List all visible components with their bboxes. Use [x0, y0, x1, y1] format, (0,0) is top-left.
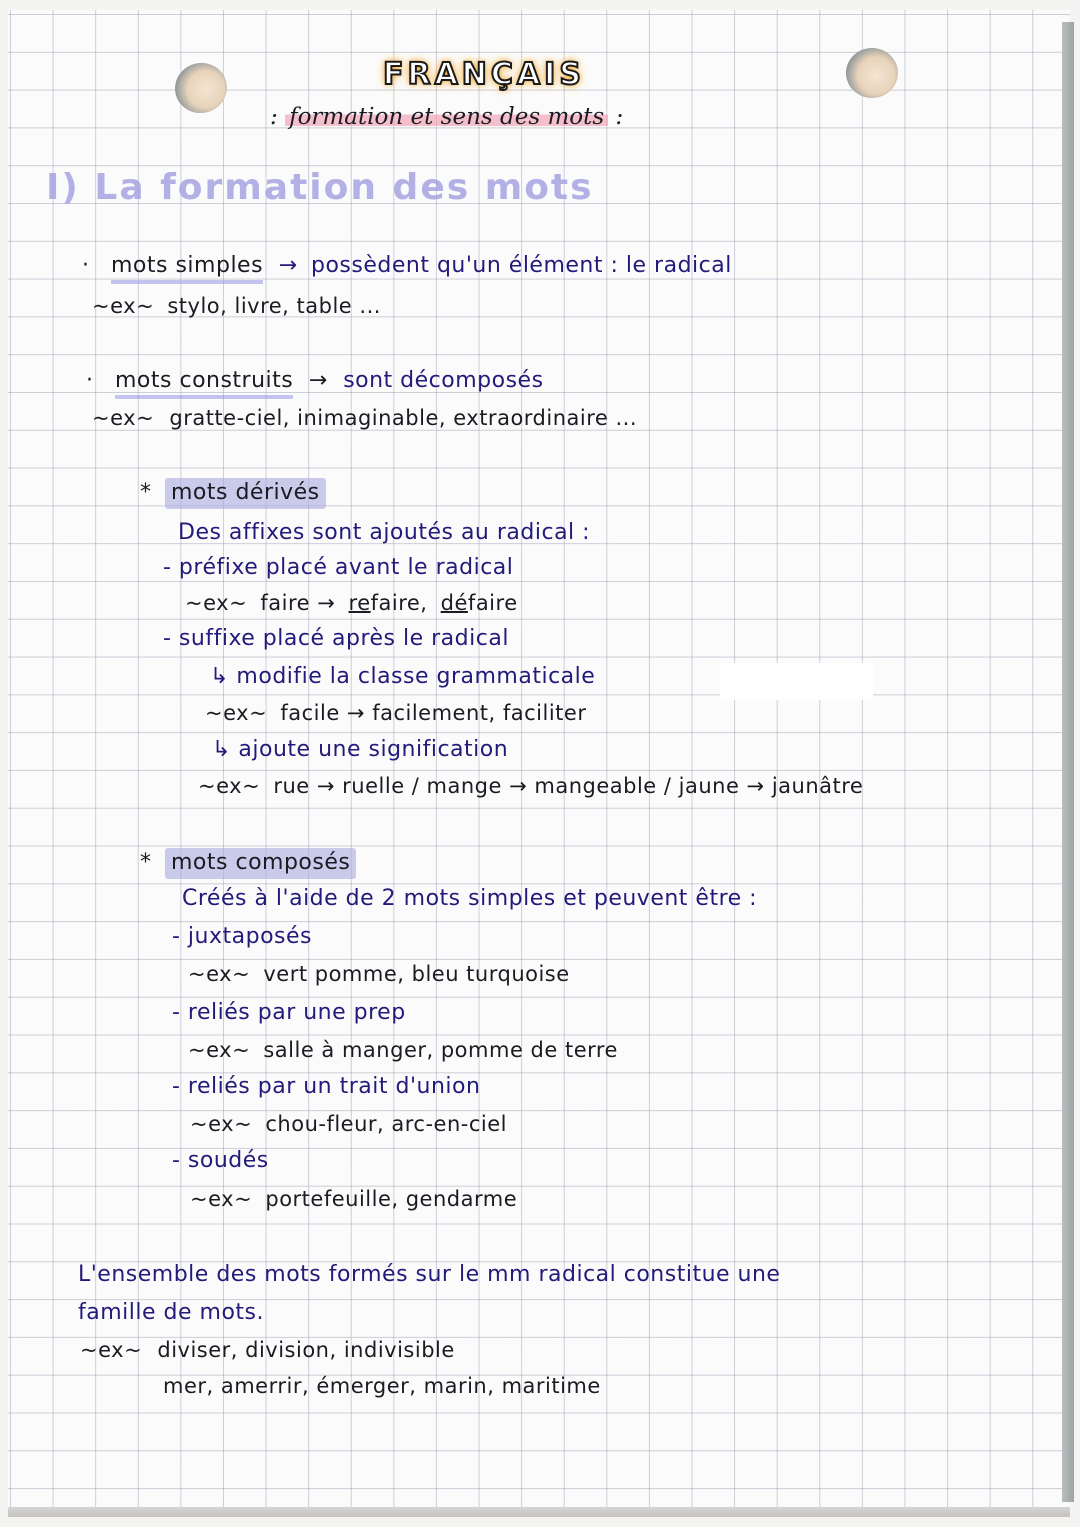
suffixe-effect-2: ↳ ajoute une signification — [212, 737, 509, 762]
arrow-icon: → — [308, 368, 328, 393]
punch-hole-icon — [846, 48, 898, 98]
example-text: rue → ruelle / mange → mangeable / jaune → jaunâtre — [273, 774, 864, 798]
example-text: facile → facilement, faciliter — [280, 701, 587, 725]
star-icon: * — [140, 850, 152, 875]
bullet-icon: · — [86, 368, 94, 393]
example-label: ~ex~ — [190, 1187, 253, 1211]
arrow-icon: → — [278, 253, 298, 278]
example-text: portefeuille, gendarme — [265, 1187, 518, 1211]
paper-bottom-edge — [8, 1507, 1070, 1517]
example-text: salle à manger, pomme de terre — [263, 1038, 618, 1062]
term-mots-construits: mots construits — [115, 368, 293, 399]
heading-mots-derives: mots dérivés — [165, 478, 326, 509]
example-base: faire → — [260, 591, 336, 615]
composes-intro: Créés à l'aide de 2 mots simples et peuvent être : — [182, 886, 758, 911]
paper-edge-shadow — [1062, 22, 1074, 1502]
prefix-re: re — [348, 591, 371, 615]
mots-construits-line — [86, 370, 544, 392]
correction-patch — [720, 663, 873, 700]
bullet-icon: · — [82, 253, 90, 278]
famille-line-2: famille de mots. — [78, 1300, 264, 1325]
mots-composes-heading — [140, 852, 356, 874]
type-label: - soudés — [172, 1148, 269, 1173]
page-title: FRANÇAIS — [383, 57, 585, 92]
prefixe-line: - préfixe placé avant le radical — [163, 555, 514, 580]
suffixe-effect-1: ↳ modifie la classe grammaticale — [210, 664, 596, 689]
suffixe-line: - suffixe placé après le radical — [163, 626, 509, 651]
type-label: - juxtaposés — [172, 924, 312, 949]
page-subtitle — [270, 106, 623, 129]
example-rest: faire — [467, 591, 518, 615]
type-example — [188, 1040, 618, 1061]
example-text: diviser, division, indivisible — [157, 1338, 455, 1362]
example-label: ~ex~ — [198, 774, 261, 798]
section-heading: I) La formation des mots — [46, 167, 594, 208]
definition: possèdent qu'un élément : le radical — [311, 253, 732, 278]
example-line — [92, 296, 381, 317]
type-example — [188, 964, 570, 985]
example-label: ~ex~ — [92, 406, 155, 430]
example-label: ~ex~ — [188, 962, 251, 986]
example-text: chou-fleur, arc-en-ciel — [265, 1112, 507, 1136]
subtitle-text: formation et sens des mots — [285, 104, 608, 130]
example-label: ~ex~ — [190, 1112, 253, 1136]
definition: sont décomposés — [343, 368, 544, 393]
example-label: ~ex~ — [205, 701, 268, 725]
example-text: stylo, livre, table ... — [167, 294, 381, 318]
subtitle-suffix: : — [615, 104, 624, 130]
heading-mots-composes: mots composés — [165, 848, 356, 879]
mots-simples-line — [82, 255, 732, 277]
example-rest: faire, — [370, 591, 428, 615]
type-label: - reliés par une prep — [172, 1000, 406, 1025]
type-example — [190, 1189, 517, 1210]
prefixe-example — [185, 593, 518, 614]
subtitle-prefix: : — [270, 104, 278, 130]
famille-example-2: mer, amerrir, émerger, marin, maritime — [163, 1374, 601, 1398]
example-label: ~ex~ — [92, 294, 155, 318]
example-label: ~ex~ — [188, 1038, 251, 1062]
mots-derives-heading — [140, 482, 326, 504]
type-label: - reliés par un trait d'union — [172, 1074, 481, 1099]
type-example — [190, 1114, 507, 1135]
famille-line-1: L'ensemble des mots formés sur le mm radical constitue une — [78, 1262, 781, 1287]
example-label: ~ex~ — [185, 591, 248, 615]
famille-example-1 — [80, 1340, 455, 1361]
example-line — [92, 408, 637, 429]
prefix-de: dé — [440, 591, 468, 615]
derives-intro: Des affixes sont ajoutés au radical : — [178, 520, 591, 545]
star-icon: * — [140, 480, 152, 505]
suffixe-example-2 — [198, 776, 863, 797]
example-label: ~ex~ — [80, 1338, 143, 1362]
suffixe-example-1 — [205, 703, 586, 724]
example-text: vert pomme, bleu turquoise — [263, 962, 570, 986]
example-text: gratte-ciel, inimaginable, extraordinaire ... — [169, 406, 638, 430]
term-mots-simples: mots simples — [111, 253, 263, 284]
